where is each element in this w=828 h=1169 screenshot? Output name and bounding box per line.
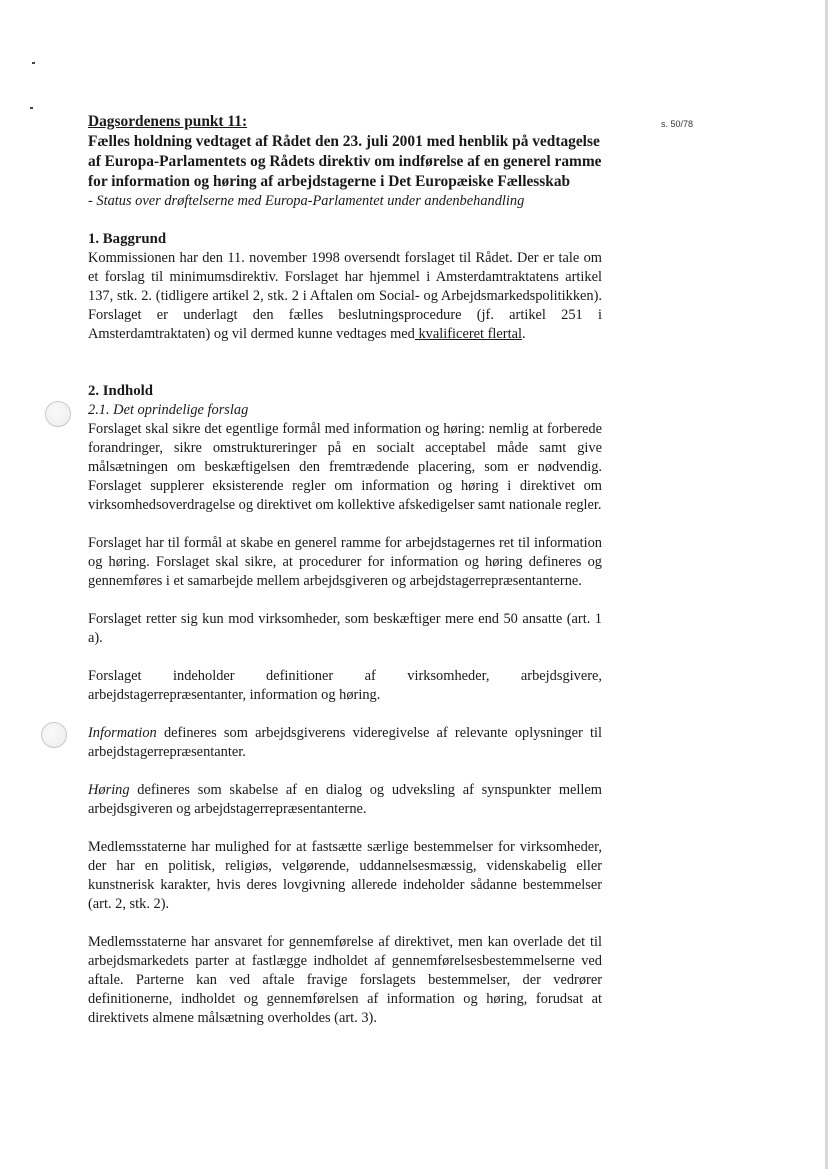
agenda-label: Dagsordenens punkt 11: [88,113,248,130]
punch-hole [45,401,71,427]
section-heading: 1. Baggrund [88,231,167,247]
underlined-phrase: kvalificeret flertal [414,326,522,342]
paragraph-text: Kommissionen har den 11. november 1998 oversendt forslaget til Rådet. Der er tale om et forslag til minimumsdirektiv. Forslaget har hjemmel i Amsterdamtraktatens artikel 137, stk. 2. (tidligere artikel 2, stk. 2 i Aftalen om Social- og Arbejdsmarkedspolitikken). Forslaget er underlagt den fælles beslutningsprocedure (jf. artikel 251 i Amsterdamtraktaten) og vil dermed kunne vedtages med [88,250,602,342]
section-background [88,230,602,344]
paragraph: Medlemsstaterne har ansvaret for gennemførelse af direktivet, men kan overlade det til arbejdsmarkedets parter at fastlægge indholdet af gennemførelsesbestemmelserne ved aftale. Parterne kan ved aftale fravige forslagets bestemmelser, der vedrører definitionerne, indholdet og gennemførelsen af information og høring, forudsat at direktivets almene målsætning overholdes (art. 3). [88,934,602,1026]
document-body [88,112,602,1028]
defined-term: Høring [88,782,130,798]
paragraph: Forslaget har til formål at skabe en generel ramme for arbejdstagernes ret til information og høring. Forslaget skal sikre, at procedurer for information og høring defineres og gennemføres i et samarbejde mellem arbejdsgiveren og arbejdstagerrepræsentanterne. [88,535,602,589]
paragraph-text: defineres som skabelse af en dialog og udveksling af synspunkter mellem arbejdsgiveren og arbejdstagerrepræsentanterne. [88,782,602,817]
punch-hole [41,722,67,748]
paragraph: Forslaget retter sig kun mod virksomheder, som beskæftiger mere end 50 ansatte (art. 1 a). [88,611,602,646]
paragraph-text: . [521,326,526,342]
section-heading: 2. Indhold [88,383,153,399]
paragraph: Medlemsstaterne har mulighed for at fastsætte særlige bestemmelser for virksomheder, der har en politisk, religiøs, velgørende, uddannelsesmæssig, videnskabelig eller kunstnerisk karakter, hvis deres lovgivning allerede indeholder sådanne bestemmelser (art. 2, stk. 2). [88,839,602,912]
page-reference: s. 50/78 [661,119,694,129]
scan-speck [32,62,35,64]
paragraph-text: defineres som arbejdsgiverens videregivelse af relevante oplysninger til arbejdstagerrepræsentanter. [88,725,602,760]
subsection-heading: 2.1. Det oprindelige forslag [88,402,249,418]
agenda-subtitle: - Status over drøftelserne med Europa-Parlamentet under andenbehandling [88,193,525,209]
defined-term: Information [88,725,157,741]
paragraph: Forslaget indeholder definitioner af virksomheder, arbejdsgivere, arbejdstagerrepræsentanter, information og høring. [88,668,602,703]
section-content [88,382,602,1028]
paragraph: Forslaget skal sikre det egentlige formål med information og høring: nemlig at forberede forandringer, sikre omstruktureringer på en socialt acceptabel måde samt give målsætningen om beskæftigelsen den fremtrædende placering, som er nødvendig. Forslaget supplerer eksisterende regler om information og høring i direktivet om virksomhedsoverdragelse og direktivet om kollektive afskedigelser samt nationale regler. [88,421,602,513]
paragraph [88,724,602,762]
paragraph [88,249,602,344]
agenda-title: Fælles holdning vedtaget af Rådet den 23. juli 2001 med henblik på vedtagelse af Europa-Parlamentets og Rådets direktiv om indførelse af en generel ramme for information og høring af arbejdstagerne i Det Europæiske Fællesskab [88,133,602,190]
scan-speck [30,107,33,109]
paragraph [88,781,602,819]
